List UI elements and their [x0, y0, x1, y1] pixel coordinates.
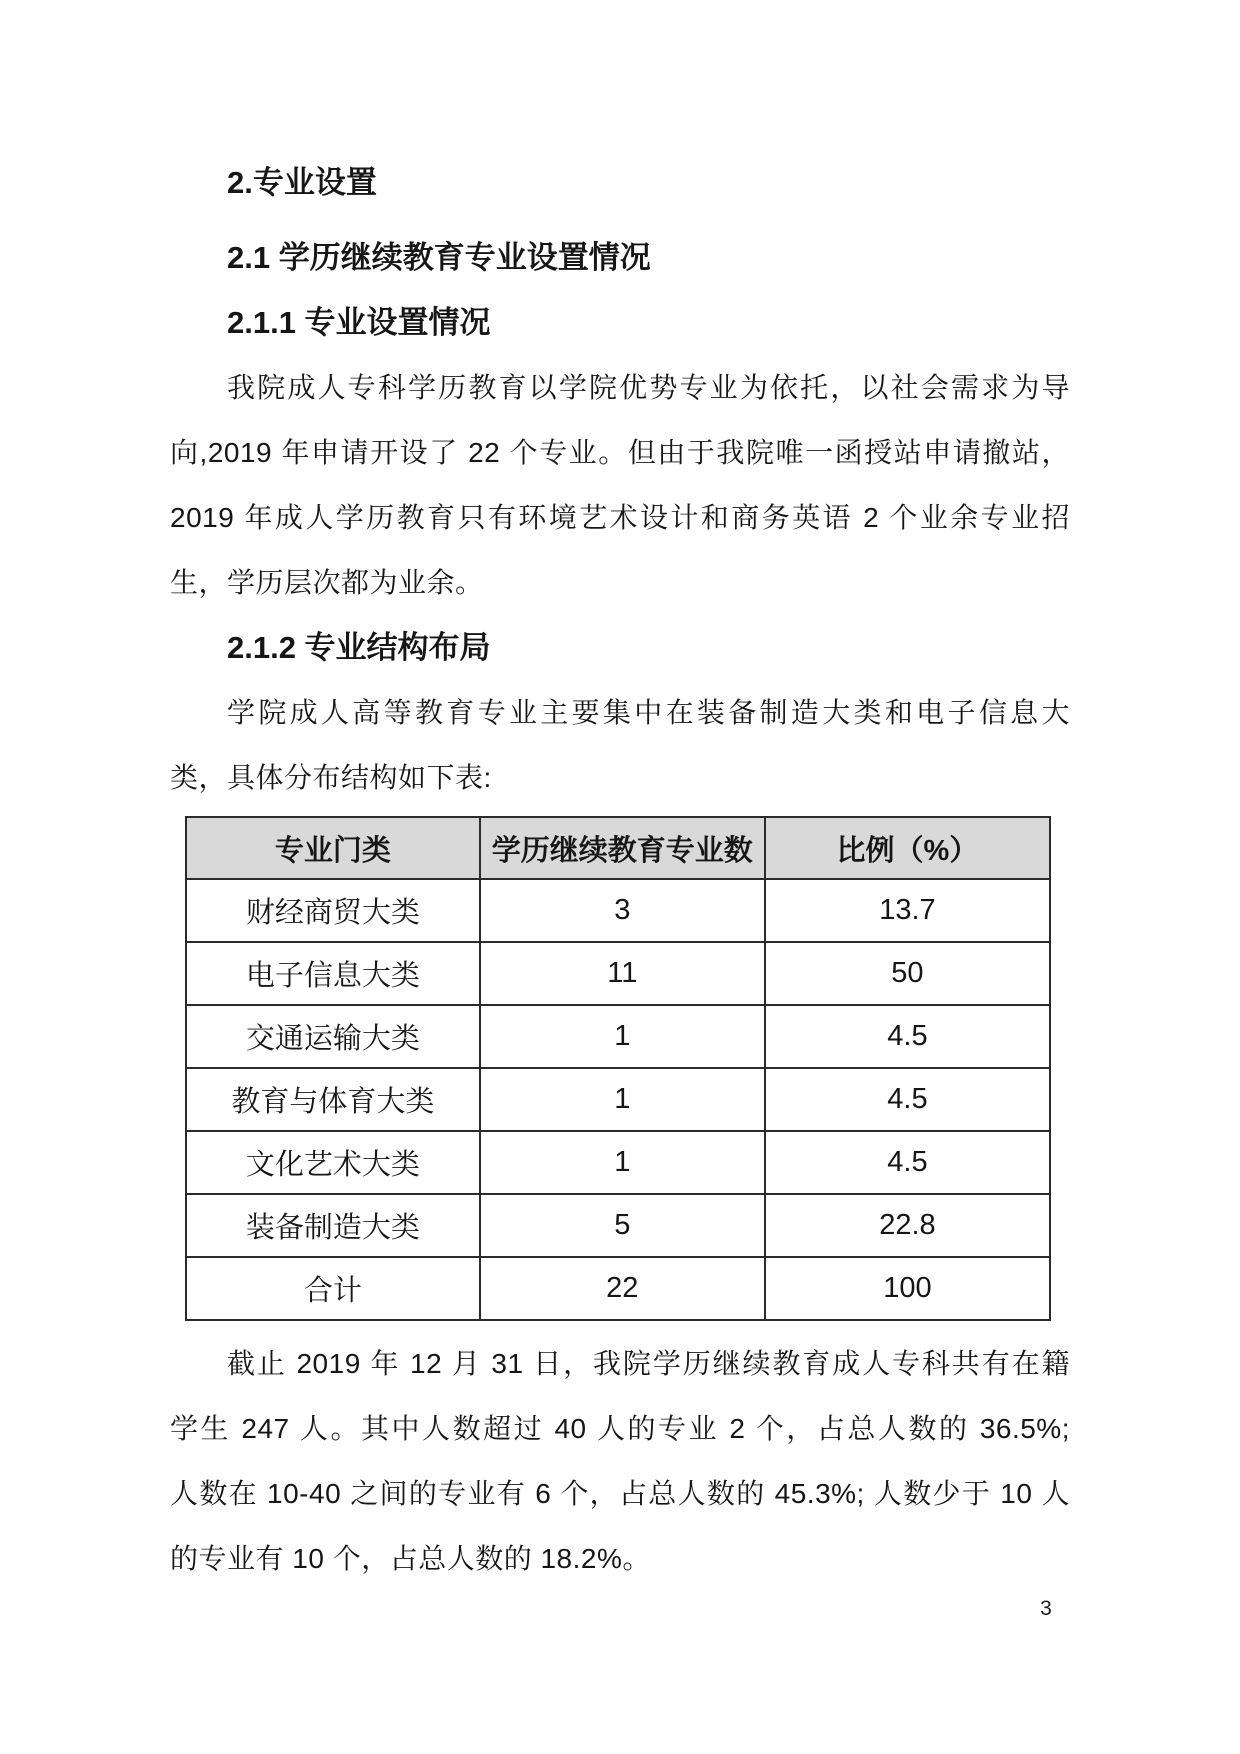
paragraph-1-line-3: 2019 年成人学历教育只有环境艺术设计和商务英语 2 个业余专业招	[170, 502, 1070, 533]
cell-category: 电子信息大类	[186, 942, 480, 1005]
cell-category: 财经商贸大类	[186, 879, 480, 942]
table-row	[186, 1068, 1050, 1131]
cell-count: 22	[480, 1257, 765, 1320]
heading-section-2-1-1: 2.1.1 专业设置情况	[227, 305, 491, 340]
column-header-count: 学历继续教育专业数	[480, 817, 765, 879]
document-body	[170, 150, 1070, 1591]
paragraph-3-line-2: 学生 247 人。其中人数超过 40 人的专业 2 个，占总人数的 36.5%;	[170, 1413, 1070, 1444]
paragraph-3-line-4: 的专业有 10 个，占总人数的 18.2%。	[170, 1543, 651, 1574]
cell-ratio: 4.5	[765, 1005, 1050, 1068]
heading-section-2: 2.专业设置	[227, 165, 377, 200]
paragraph-2-line-2: 类，具体分布结构如下表:	[170, 762, 492, 793]
cell-category: 交通运输大类	[186, 1005, 480, 1068]
cell-ratio: 100	[765, 1257, 1050, 1320]
cell-count: 1	[480, 1005, 765, 1068]
cell-count: 5	[480, 1194, 765, 1257]
paragraph-1-line-1: 我院成人专科学历教育以学院优势专业为依托，以社会需求为导	[227, 372, 1070, 403]
heading-section-2-1: 2.1 学历继续教育专业设置情况	[227, 240, 651, 275]
table-row	[186, 1131, 1050, 1194]
paragraph-1-line-2: 向,2019 年申请开设了 22 个专业。但由于我院唯一函授站申请撤站，	[170, 437, 1070, 468]
majors-distribution-table	[185, 816, 1051, 1321]
paragraph-2-line-1: 学院成人高等教育专业主要集中在装备制造大类和电子信息大	[227, 697, 1070, 728]
cell-ratio: 50	[765, 942, 1050, 1005]
cell-count: 1	[480, 1131, 765, 1194]
cell-ratio: 4.5	[765, 1068, 1050, 1131]
cell-ratio: 13.7	[765, 879, 1050, 942]
column-header-category: 专业门类	[186, 817, 480, 879]
cell-count: 11	[480, 942, 765, 1005]
paragraph-3-line-3: 人数在 10-40 之间的专业有 6 个，占总人数的 45.3%; 人数少于 10 人	[170, 1478, 1070, 1509]
cell-count: 1	[480, 1068, 765, 1131]
table-header-row	[186, 817, 1050, 879]
table-row	[186, 942, 1050, 1005]
cell-count: 3	[480, 879, 765, 942]
paragraph-1-line-4: 生，学历层次都为业余。	[170, 567, 484, 598]
table-row	[186, 1005, 1050, 1068]
cell-category: 合计	[186, 1257, 480, 1320]
table-row	[186, 879, 1050, 942]
column-header-ratio: 比例（%）	[765, 817, 1050, 879]
paragraph-3-line-1: 截止 2019 年 12 月 31 日，我院学历继续教育成人专科共有在籍	[227, 1348, 1070, 1379]
cell-category: 装备制造大类	[186, 1194, 480, 1257]
heading-section-2-1-2: 2.1.2 专业结构布局	[227, 630, 491, 665]
cell-category: 教育与体育大类	[186, 1068, 480, 1131]
cell-ratio: 4.5	[765, 1131, 1050, 1194]
cell-category: 文化艺术大类	[186, 1131, 480, 1194]
table-row	[186, 1194, 1050, 1257]
page-number: 3	[1040, 1597, 1052, 1620]
cell-ratio: 22.8	[765, 1194, 1050, 1257]
table-row-total	[186, 1257, 1050, 1320]
